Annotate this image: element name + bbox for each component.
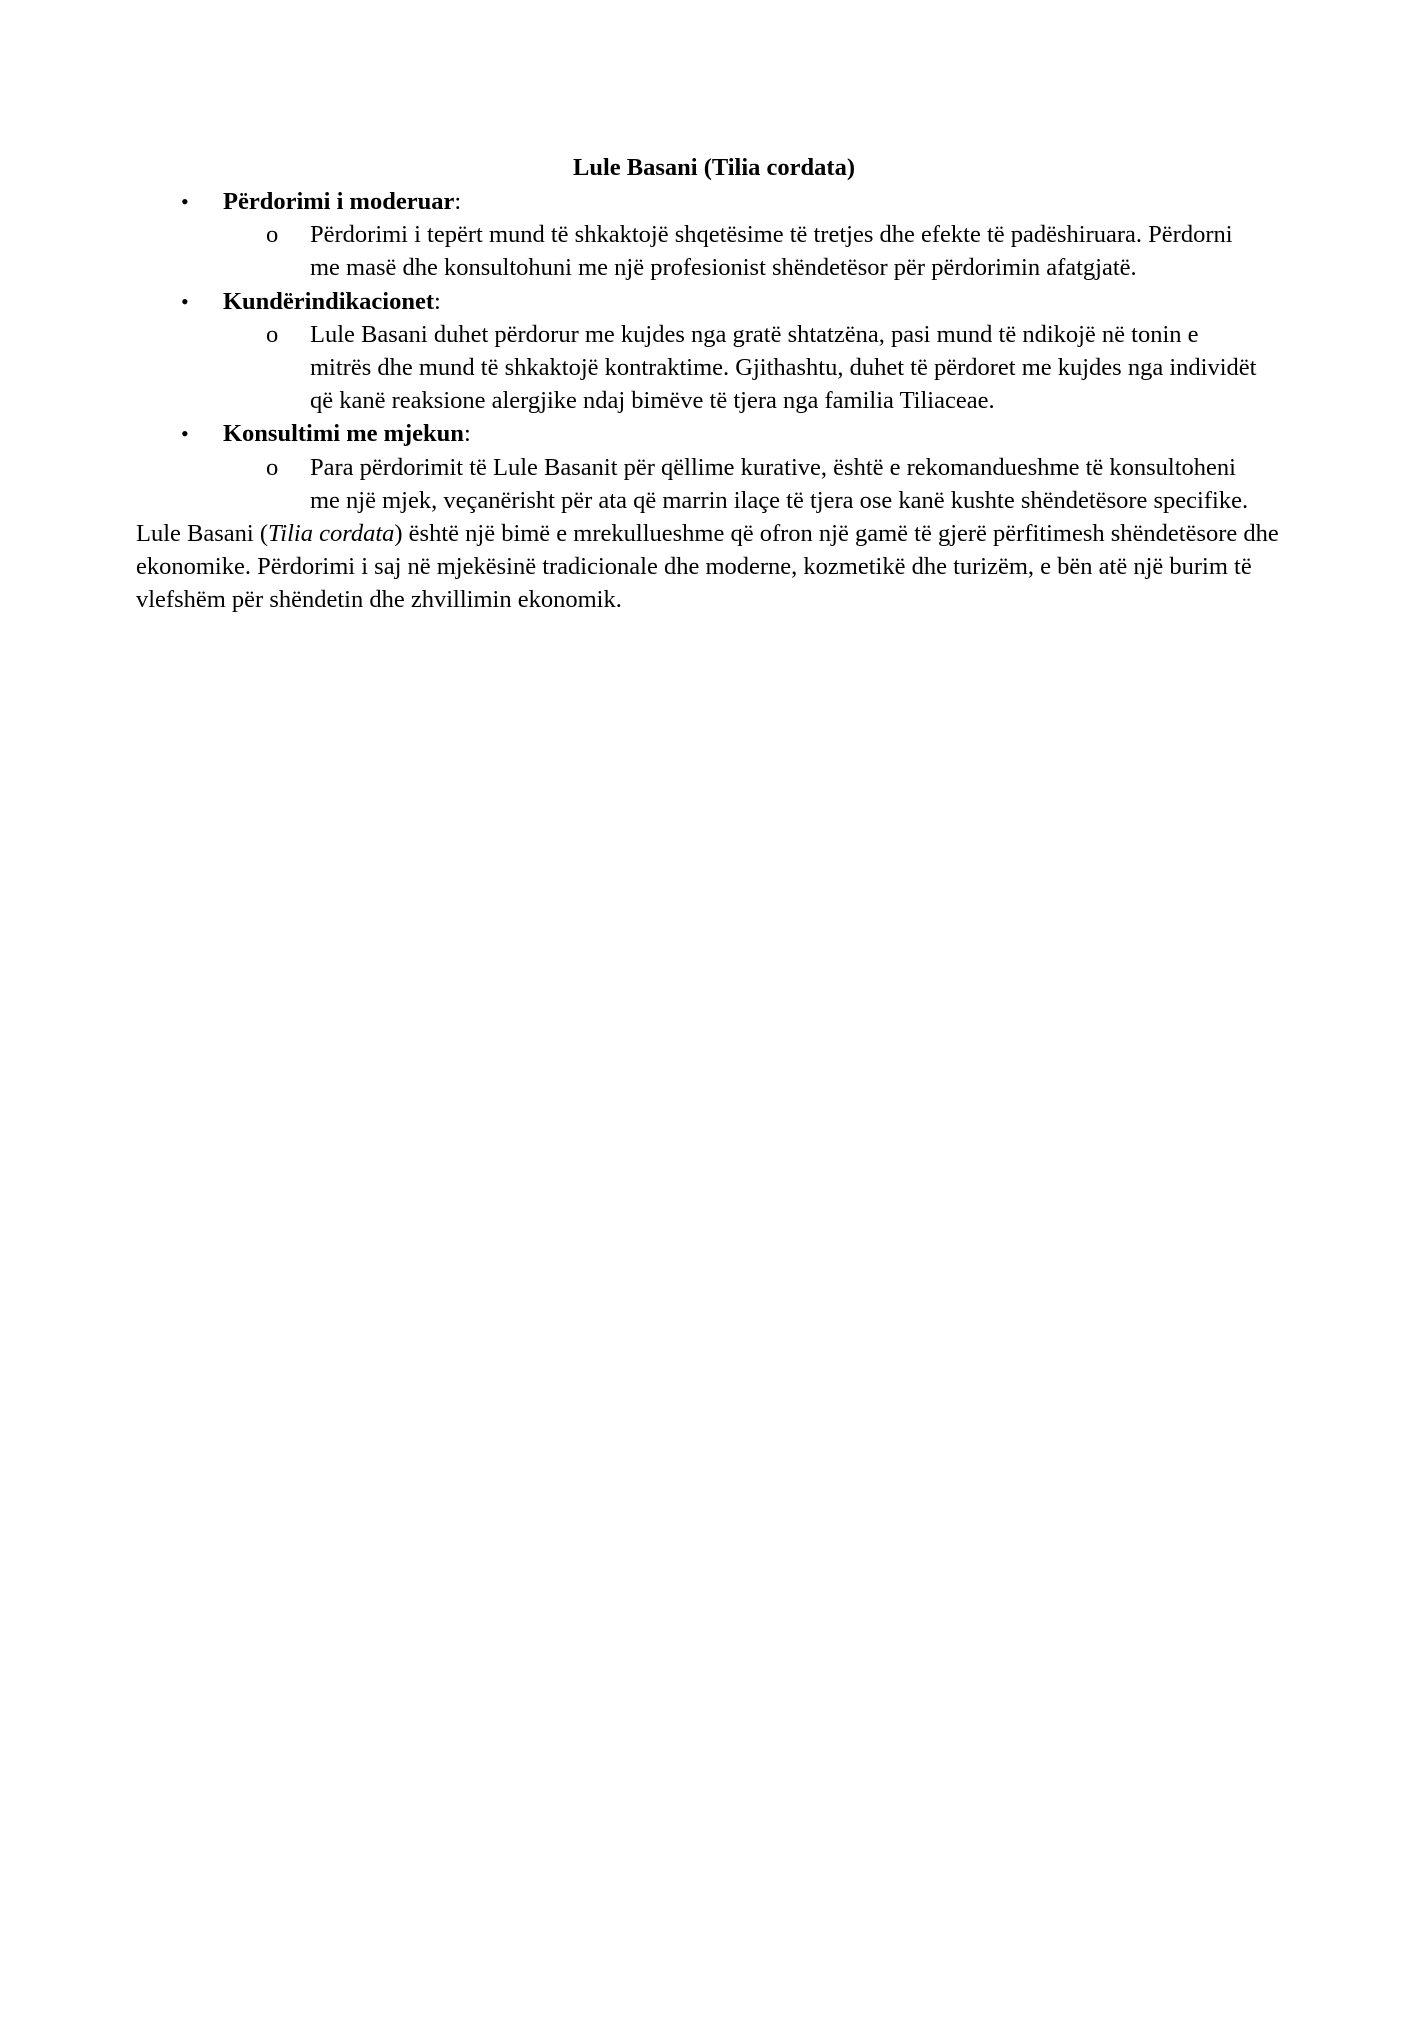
heading-colon: :	[463, 420, 471, 448]
document-body	[136, 185, 1316, 617]
list-item-kunderindikacionet	[136, 285, 1316, 318]
sub-bullet-icon: o	[266, 320, 279, 348]
sub-list-item	[136, 218, 1261, 284]
sub-item-text: Lule Basani duhet përdorur me kujdes nga gratë shtatzëna, pasi mund të ndikojë në tonin e mitrës dhe mund të shkaktojë kontraktime. Gjithashtu, duhet të përdoret me kujdes nga individët që kanë reaksione alergjike ndaj bimëve të tjera nga familia Tiliaceae.	[310, 320, 1257, 415]
section-heading: Përdorimi i moderuar	[223, 188, 455, 215]
list-item-konsultimi-me-mjekun	[136, 417, 1316, 450]
heading-colon: :	[454, 188, 462, 215]
list-item-perdorimi-i-moderuar	[136, 185, 1316, 218]
section-heading: Konsultimi me mjekun	[223, 420, 464, 448]
conclusion-text-end: ) është një bimë e mrekullueshme që ofron një gamë të gjerë përfitimesh shëndetësore dhe ekonomike. Përdorimi i saj në mjekësinë tradicionale dhe moderne, kozmetikë dhe turizëm, e bën atë një burim të vlefshëm për shëndetin dhe zhvillimin ekonomik.	[136, 520, 1279, 614]
bullet-icon: •	[181, 421, 189, 447]
sub-bullet-icon: o	[266, 453, 279, 481]
conclusion-paragraph	[136, 517, 1316, 617]
section-heading: Kundërindikacionet	[223, 287, 435, 315]
document-title: Lule Basani (Tilia cordata)	[572, 154, 855, 181]
bullet-icon: •	[181, 189, 189, 214]
sub-item-text: Para përdorimit të Lule Basanit për qëllime kurative, është e rekomandueshme të konsultoheni me një mjek, veçanërisht për ata që marrin ilaçe të tjera ose kanë kushte shëndetësore specifike.	[310, 453, 1249, 514]
sub-list-item	[136, 451, 1261, 517]
sub-bullet-icon: o	[266, 221, 279, 249]
conclusion-text-start: Lule Basani (	[136, 520, 268, 548]
conclusion-italic-species: Tilia cordata	[268, 520, 395, 548]
sub-item-text: Përdorimi i tepërt mund të shkaktojë shqetësime të tretjes dhe efekte të padëshiruara. Përdorni me masë dhe konsultohuni me një profesionist shëndetësor për përdorimin afatgjatë.	[310, 221, 1233, 282]
bullet-icon: •	[181, 288, 189, 314]
heading-colon: :	[434, 287, 441, 315]
sub-list-item	[136, 318, 1261, 418]
